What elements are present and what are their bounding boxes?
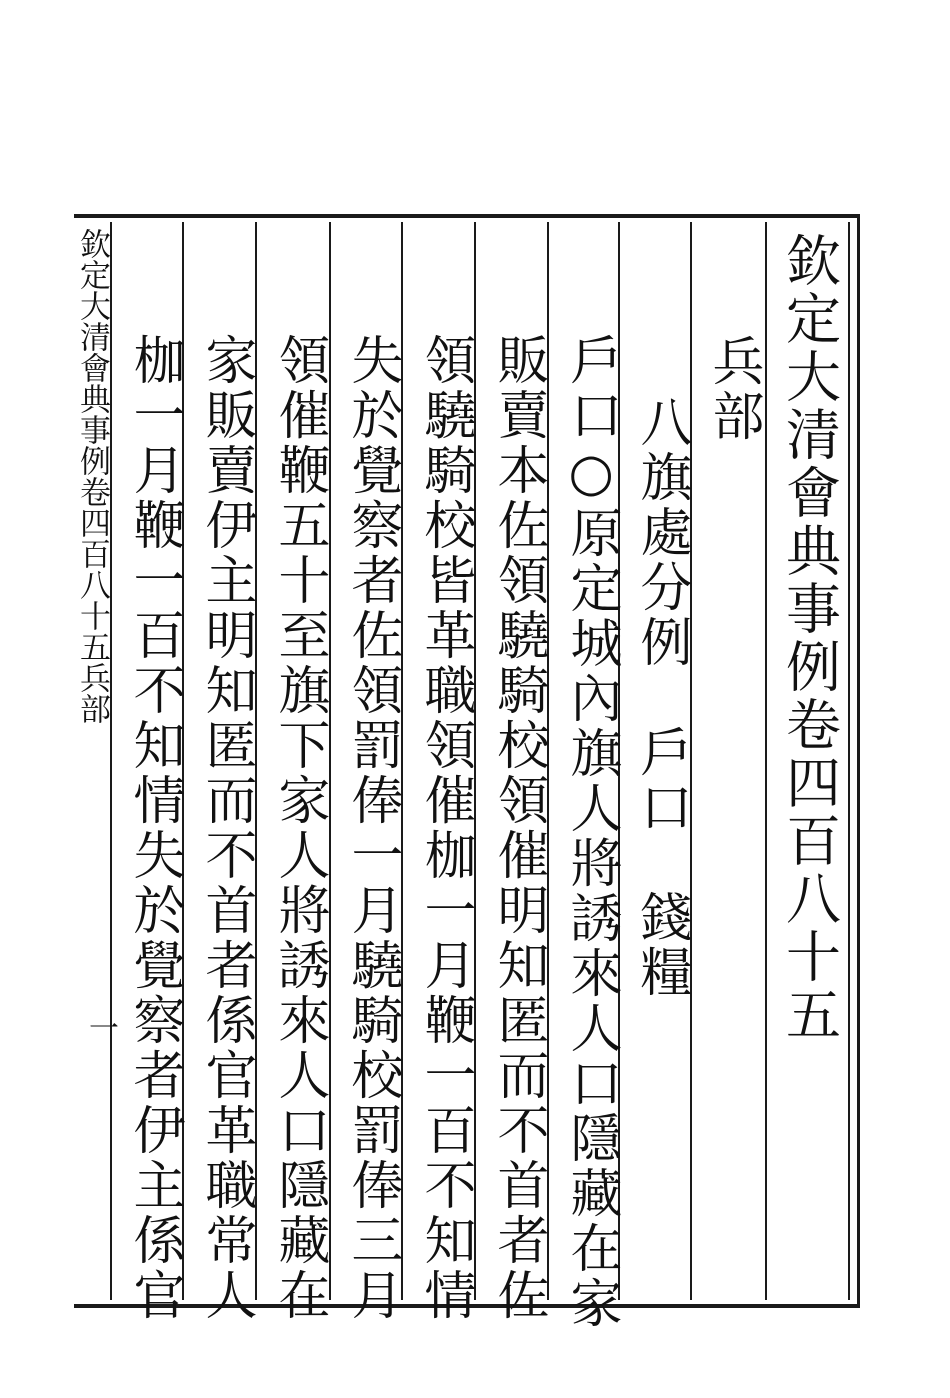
text-column-5: 領催鞭五十至旗下家人將誘來人口隱藏在 bbox=[269, 333, 329, 1323]
margin-running-head bbox=[74, 228, 110, 724]
ministry-heading: 兵部 bbox=[703, 334, 763, 444]
text-column-3: 領驍騎校皆革職領催枷一月鞭一百不知情 bbox=[415, 333, 475, 1323]
margin-rule bbox=[110, 222, 112, 1300]
volume-title: 欽定大清會典事例卷四百八十五 bbox=[777, 232, 841, 1044]
text-column-4: 失於覺察者佐領罰俸一月驍騎校罰俸三月 bbox=[342, 333, 402, 1323]
margin-running-title: 欽定大清會典事例 bbox=[74, 228, 110, 476]
section-heading: 八旗處分例 戶口 錢糧 bbox=[631, 395, 691, 1000]
margin-section: 兵部 bbox=[74, 662, 110, 724]
column-rule bbox=[765, 222, 767, 1300]
text-column-2: 販賣本佐領驍騎校領催明知匿而不首者佐 bbox=[488, 333, 548, 1323]
text-column-6: 家販賣伊主明知匿而不首者係官革職常人 bbox=[196, 333, 256, 1323]
leaf-number: 一 bbox=[83, 1012, 118, 1042]
text-column-1: 戶口○原定城內旗人將誘來人口隱藏在家 bbox=[561, 333, 621, 1331]
margin-volume: 卷四百八十五 bbox=[74, 476, 110, 662]
text-column-7: 枷一月鞭一百不知情失於覺察者伊主係官 bbox=[124, 333, 184, 1323]
